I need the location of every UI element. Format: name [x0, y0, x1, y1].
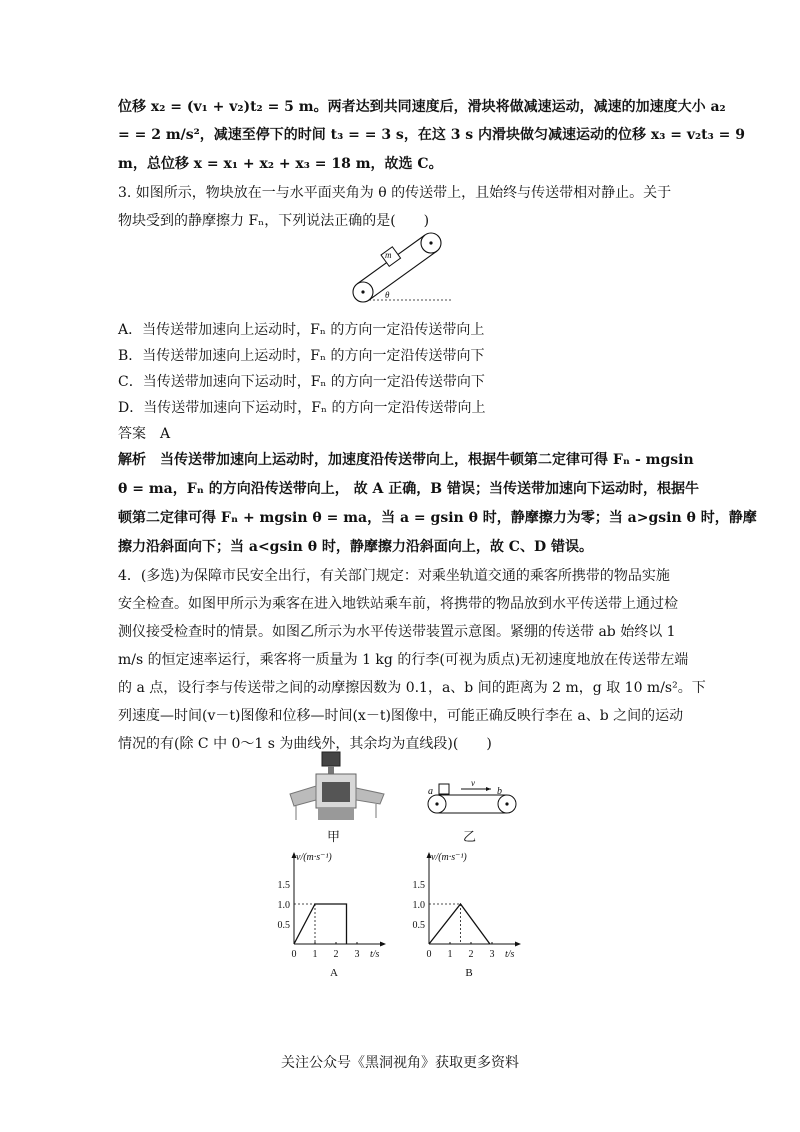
text-line: B．当传送带加速向上运动时，Fₙ 的方向一定沿传送带向下 — [118, 348, 485, 364]
y-axis-label: v/(m·s⁻¹) — [431, 852, 467, 863]
text-line: θ = ma，Fₙ 的方向沿传送带向上， 故 A 正确，B 错误；当传送带加速向下运动时，根据牛 — [118, 481, 699, 497]
x-tick-label: 2 — [333, 949, 339, 960]
y-tick-label: 1.5 — [277, 880, 290, 891]
belt-b-label: b — [497, 786, 502, 797]
x-tick-label: 0 — [426, 949, 432, 960]
text-line: m，总位移 x = x₁ + x₂ + x₃ = 18 m，故选 C。 — [118, 156, 443, 172]
x-tick-label: 0 — [291, 949, 297, 960]
graph-b — [403, 848, 533, 978]
text-line: D．当传送带加速向下运动时，Fₙ 的方向一定沿传送带向上 — [118, 400, 486, 416]
text-line: 安全检查。如图甲所示为乘客在进入地铁站乘车前，将携带的物品放到水平传送带上通过检 — [118, 596, 678, 612]
text-line: 4．(多选)为保障市民安全出行，有关部门规定：对乘坐轨道交通的乘客所携带的物品实施 — [118, 568, 670, 584]
horizontal-belt-figure — [425, 778, 525, 824]
incline-conveyor-figure — [345, 225, 455, 310]
text-line: 列速度—时间(v－t)图像和位移—时间(x－t)图像中，可能正确反映行李在 a、b 之间的运动 — [118, 708, 684, 724]
text-line: m/s 的恒定速率运行，乘客将一质量为 1 kg 的行李(可视为质点)无初速度地放在传送带左端 — [118, 652, 689, 668]
x-tick-label: 3 — [354, 949, 360, 960]
x-axis-label: t/s — [370, 949, 380, 960]
block-label: m — [385, 250, 392, 260]
y-axis-label: v/(m·s⁻¹) — [296, 852, 332, 863]
xray-machine-figure — [288, 748, 388, 826]
x-tick-label: 1 — [447, 949, 453, 960]
text-line: 解析 当传送带加速向上运动时，加速度沿传送带向上，根据牛顿第二定律可得 Fₙ - mgsin — [118, 452, 694, 468]
page-footer: 关注公众号《黑洞视角》获取更多资料 — [281, 1055, 519, 1071]
graph-caption: A — [330, 967, 338, 978]
text-line: 3. 如图所示，物块放在一与水平面夹角为 θ 的传送带上，且始终与传送带相对静止。关于 — [118, 185, 672, 201]
belt-a-label: a — [428, 786, 433, 797]
x-axis-arrow — [515, 942, 521, 947]
x-tick-label: 1 — [312, 949, 318, 960]
text-line: 答案 A — [118, 426, 171, 442]
graph-a — [268, 848, 398, 978]
x-tick-label: 3 — [489, 949, 495, 960]
text-line: 物块受到的静摩擦力 Fₙ，下列说法正确的是( ) — [118, 213, 430, 229]
series-line — [429, 904, 490, 944]
figure-jia-caption: 甲 — [327, 830, 341, 845]
text-line: 情况的有(除 C 中 0～1 s 为曲线外，其余均为直线段)( ) — [118, 736, 492, 752]
belt-v-label: v — [471, 778, 475, 788]
x-axis-label: t/s — [505, 949, 515, 960]
text-line: 位移 x₂ = (v₁ + v₂)t₂ = 5 m。两者达到共同速度后，滑块将做减速运动，减速的加速度大小 a₂ — [118, 99, 726, 115]
series-line — [294, 904, 347, 944]
angle-label: θ — [385, 290, 390, 300]
conveyor-belt — [353, 233, 441, 302]
y-tick-label: 1.0 — [277, 900, 290, 911]
graph-caption: B — [465, 967, 473, 978]
x-axis-arrow — [380, 942, 386, 947]
text-line: C．当传送带加速向下运动时，Fₙ 的方向一定沿传送带向下 — [118, 374, 485, 390]
y-tick-label: 0.5 — [277, 920, 290, 931]
x-tick-label: 2 — [468, 949, 474, 960]
text-line: 擦力沿斜面向下；当 a<gsin θ 时，静摩擦力沿斜面向上，故 C、D 错误。 — [118, 539, 593, 555]
y-tick-label: 1.5 — [412, 880, 425, 891]
text-line: 顿第二定律可得 Fₙ + mgsin θ = ma，当 a = gsin θ 时，静摩擦力为零；当 a>gsin θ 时，静摩 — [118, 510, 757, 526]
figure-yi-caption: 乙 — [463, 830, 477, 845]
text-line: 测仪接受检查时的情景。如图乙所示为水平传送带装置示意图。紧绷的传送带 ab 始终以 1 — [118, 624, 676, 640]
y-tick-label: 0.5 — [412, 920, 425, 931]
text-line: = = 2 m/s²，减速至停下的时间 t₃ = = 3 s，在这 3 s 内滑块做匀减速运动的位移 x₃ = v₂t₃ = 9 — [118, 127, 745, 143]
text-line: A．当传送带加速向上运动时，Fₙ 的方向一定沿传送带向上 — [118, 322, 485, 338]
text-line: 的 a 点，设行李与传送带之间的动摩擦因数为 0.1，a、b 间的距离为 2 m，g 取 10 m/s²。下 — [118, 680, 706, 696]
y-tick-label: 1.0 — [412, 900, 425, 911]
